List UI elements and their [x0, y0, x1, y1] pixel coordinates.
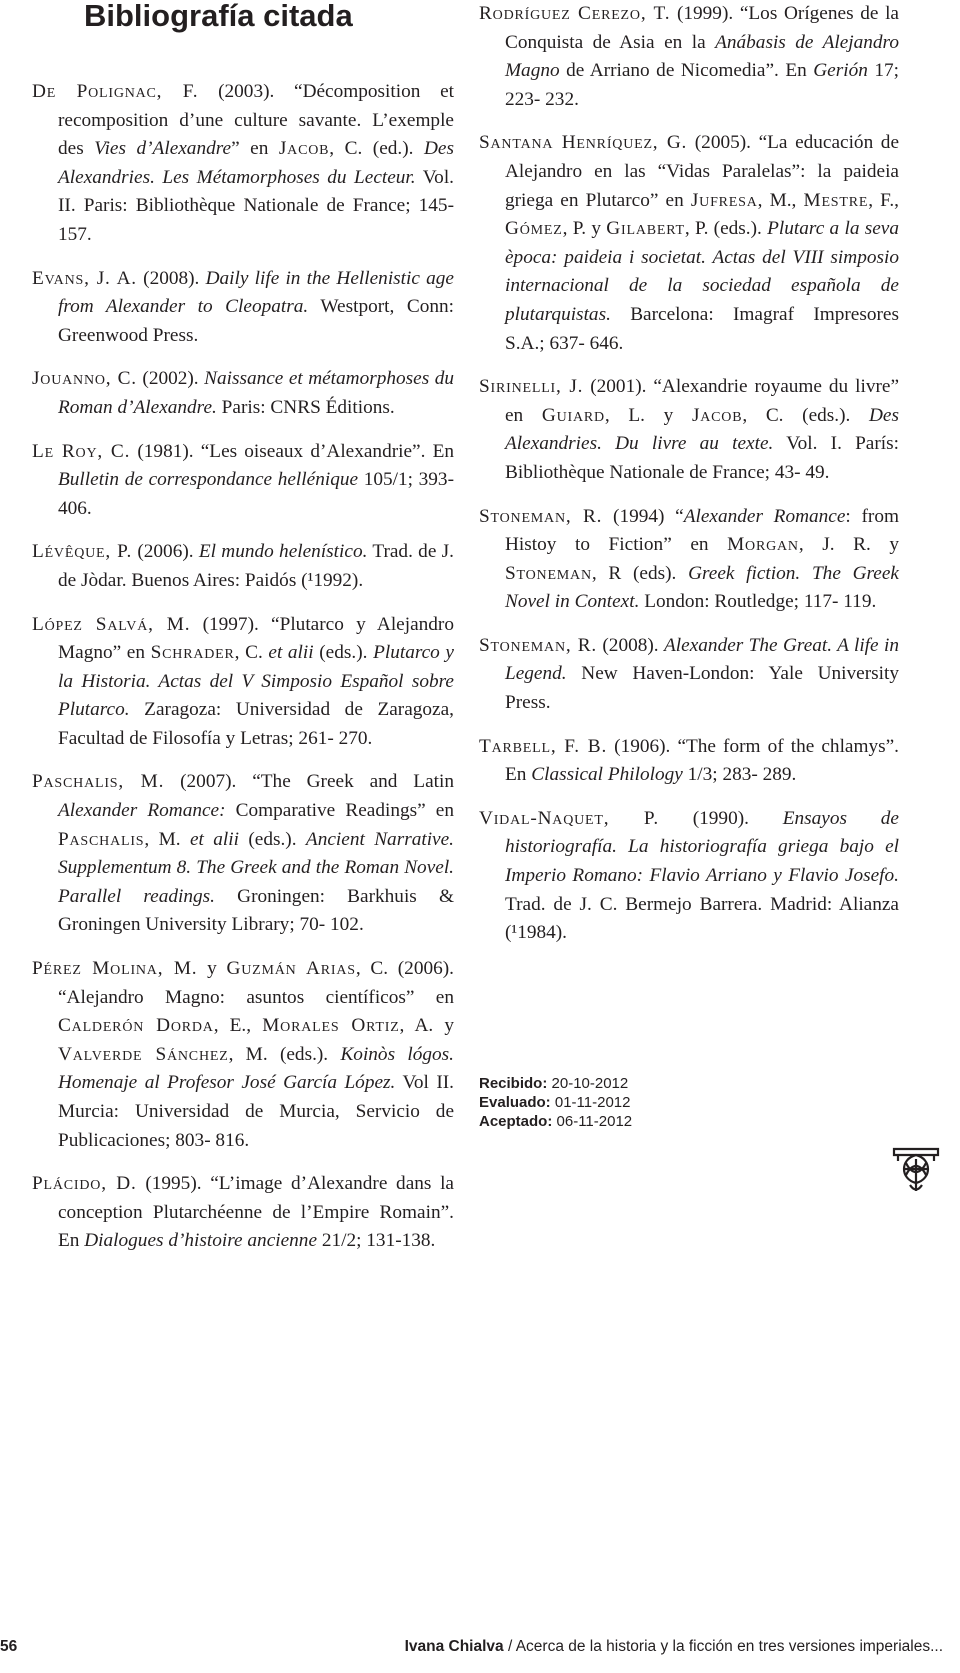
- bibliography-entry: [479, 129, 899, 358]
- entry-text: Vol. II. Paris: Bibliothèque Nationale de France; 145- 157.: [58, 166, 455, 245]
- entry-author: López Salvá, M.: [32, 613, 191, 635]
- entry-text: (2002).: [136, 368, 205, 390]
- entry-author: Tarbell, F. B.: [479, 735, 608, 757]
- entry-author-ref: Valverde Sánchez: [58, 1043, 229, 1065]
- entry-text: , E.,: [213, 1015, 263, 1037]
- running-header: [405, 1638, 943, 1656]
- entry-author-ref: Paschalis: [58, 828, 145, 850]
- bibliography-left-column: [32, 78, 454, 1271]
- section-title: Bibliografía citada: [84, 0, 353, 33]
- entry-italic-text: Alexander Romance:: [58, 800, 226, 822]
- entry-text: , C. (eds.).: [742, 404, 869, 426]
- entry-text: Barcelona: Imagraf Impresores S.A.; 637- 646.: [505, 303, 899, 354]
- entry-text: : from Histoy to Fiction” en: [505, 505, 899, 556]
- entry-author: Rodríguez Cerezo, T.: [479, 3, 671, 24]
- received-label: Recibido:: [479, 1075, 548, 1092]
- entry-text: (2001). “Alexandrie royaume du livre” en: [505, 376, 899, 426]
- entry-italic-text: Anábasis de Alejandro Magno: [505, 31, 899, 82]
- entry-author-ref: Guiard: [541, 404, 605, 426]
- accepted-label: Aceptado:: [479, 1113, 553, 1130]
- entry-author: Lévêque, P.: [32, 541, 133, 563]
- entry-text: ” en: [231, 138, 279, 160]
- entry-text: 105/1; 393-406.: [58, 469, 454, 519]
- evaluated-date: 01-11-2012: [550, 1094, 631, 1111]
- entry-author-ref: Jufresa: [690, 189, 758, 211]
- entry-text: , A. y: [399, 1015, 454, 1037]
- entry-text: (eds.).: [238, 828, 306, 850]
- entry-text: 1/3; 283- 289.: [682, 764, 797, 786]
- entry-author: Plácido, D.: [32, 1173, 137, 1195]
- entry-text: , C. (2006). “Alejandro Magno: asuntos científicos” en: [58, 958, 454, 1008]
- entry-text: Zaragoza: Universidad de Zaragoza, Facultad de Filosofía y Letras; 261- 270.: [58, 699, 454, 749]
- bibliography-right-column: [479, 0, 899, 963]
- evaluated-line: [479, 1093, 632, 1112]
- entry-text: (1990).: [658, 807, 783, 829]
- entry-text: (1981). “Les oiseaux d’Alexandrie”. En: [130, 440, 454, 462]
- entry-italic-text: Naissance et métamorphoses du Roman d’Alexandre.: [58, 368, 454, 418]
- entry-author: Pérez Molina, M.: [32, 958, 198, 980]
- entry-author-ref: Jacob: [278, 138, 330, 160]
- entry-author: Paschalis, M.: [32, 771, 165, 793]
- entry-text: (2007). “The Greek and Latin: [164, 771, 455, 793]
- entry-author: Jouanno, C.: [32, 368, 137, 390]
- received-date: 20-10-2012: [547, 1075, 629, 1092]
- entry-author: Sirinelli, J.: [479, 376, 584, 398]
- entry-italic-text: Classical Philology: [531, 764, 683, 786]
- bibliography-entry: [32, 611, 454, 754]
- bibliography-entry: [32, 365, 454, 422]
- entry-text: , M.: [144, 828, 190, 850]
- entry-text: (2005). “La educación de Alejandro en las “Vidas Paralelas”: la paideia griega en Plutarco” en: [505, 132, 900, 211]
- bibliography-entry: [32, 768, 454, 940]
- bibliography-entry: [479, 733, 899, 790]
- entry-italic-text: Vies d’Alexandre: [94, 138, 232, 160]
- entry-italic-text: Alexander Romance: [683, 505, 846, 527]
- entry-author-ref: Stoneman: [505, 562, 592, 584]
- entry-text: Vol II. Murcia: Universidad de Murcia, Servicio de Publicaciones; 803- 816.: [58, 1072, 455, 1151]
- entry-italic-text: Ancient Narrative. Supplementum 8. The Greek and the Roman Novel. Parallel readings.: [58, 828, 454, 907]
- entry-text: (2006).: [132, 541, 199, 563]
- entry-author: Santana Henríquez, G.: [479, 132, 688, 154]
- entry-italic-text: Plutarco y la Historia. Actas del V Simposio Español sobre Plutarco.: [58, 642, 454, 721]
- entry-text: , M.,: [757, 189, 804, 211]
- entry-text: 17; 223- 232.: [505, 60, 899, 110]
- entry-author-ref: Schrader: [150, 642, 235, 664]
- bibliography-entry: [479, 0, 899, 114]
- received-line: [479, 1074, 632, 1093]
- entry-author: Vidal-Naquet, P.: [479, 807, 659, 829]
- entry-italic-text: Des Alexandries. Du livre au texte.: [505, 404, 899, 455]
- entry-text: Groningen: Barkhuis & Groningen University Library; 70- 102.: [58, 885, 454, 936]
- entry-italic-text: Gerión: [813, 60, 868, 82]
- entry-italic-text: Daily life in the Hellenistic age from Alexander to Cleopatra.: [58, 267, 454, 318]
- entry-italic-text: El mundo helenístico.: [198, 541, 368, 563]
- entry-text: New Haven-London: Yale University Press.: [505, 663, 899, 714]
- bibliography-entry: [32, 78, 454, 250]
- entry-text: , P. y: [562, 218, 607, 240]
- accepted-line: [479, 1112, 632, 1131]
- entry-author-ref: Morales Ortiz: [262, 1015, 400, 1037]
- celtic-knot-ornament-icon: [890, 1145, 942, 1197]
- entry-italic-text: Greek fiction. The Greek Novel in Context.: [505, 562, 899, 613]
- entry-text: Trad. de J. de Jòdar. Buenos Aires: Paidós (¹1992).: [58, 541, 454, 591]
- entry-text: (1906). “The form of the chlamys”. En: [505, 735, 900, 786]
- entry-author: De Polignac, F.: [32, 81, 199, 102]
- entry-text: , C.: [234, 642, 269, 664]
- entry-author-ref: Morgan: [727, 534, 799, 556]
- entry-text: (2008).: [596, 634, 665, 656]
- entry-italic-text: Ensayos de historiografía. La historiografía griega bajo el Imperio Romano: Flavio Arriano y Flavio Josefo.: [505, 807, 899, 887]
- entry-text: , J. R. y: [798, 534, 899, 556]
- entry-text: (1995). “L’image d’Alexandre dans la conception Plutarchéenne de l’Empire Romain”. En: [58, 1173, 454, 1252]
- running-title: / Acerca de la historia y la ficción en tres versiones imperiales...: [503, 1638, 943, 1655]
- entry-text: Paris: CNRS Éditions.: [216, 396, 395, 418]
- entry-author: Stoneman, R.: [479, 505, 603, 527]
- bibliography-entry: [479, 503, 899, 617]
- entry-text: , F.,: [868, 189, 899, 211]
- entry-text: (1999). “Los Orígenes de la Conquista de Asia en la: [505, 3, 899, 53]
- entry-author-ref: Guzmán Arias: [226, 958, 356, 980]
- page-footer: [0, 1632, 960, 1662]
- entry-author-ref: Mestre: [803, 189, 869, 211]
- entry-italic-text: et alii: [268, 642, 314, 664]
- entry-text: , M. (eds.).: [228, 1043, 341, 1065]
- entry-italic-text: Dialogues d’histoire ancienne: [84, 1230, 318, 1252]
- entry-text: (2008).: [136, 267, 206, 289]
- entry-author: Evans, J. A.: [32, 267, 137, 289]
- accepted-date: 06-11-2012: [552, 1113, 633, 1130]
- entry-text: 21/2; 131-138.: [317, 1230, 436, 1252]
- entry-text: Comparative Readings” en: [225, 800, 454, 822]
- page-number: 56: [0, 1638, 18, 1655]
- running-author: Ivana Chialva: [404, 1638, 504, 1655]
- entry-text: y: [197, 958, 227, 980]
- entry-text: (2003). “Décomposition et recomposition d’une culture savante. L’exemple des: [58, 81, 454, 160]
- entry-text: Trad. de J. C. Bermejo Barrera. Madrid: Alianza (¹1984).: [505, 893, 899, 944]
- bibliography-entry: [479, 373, 899, 487]
- entry-text: (eds.).: [313, 642, 374, 664]
- entry-author-ref: Gómez: [505, 218, 563, 240]
- entry-italic-text: Bulletin de correspondance hellénique: [58, 469, 359, 491]
- bibliography-entry: [32, 438, 454, 524]
- entry-text: Westport, Conn: Greenwood Press.: [58, 296, 454, 346]
- entry-italic-text: Alexander The Great. A life in Legend.: [505, 634, 900, 685]
- entry-italic-text: Koinòs lógos. Homenaje al Profesor José García López.: [58, 1043, 454, 1094]
- entry-italic-text: Des Alexandries. Les Métamorphoses du Lecteur.: [58, 138, 454, 188]
- entry-text: , R (eds).: [591, 562, 689, 584]
- evaluated-label: Evaluado:: [479, 1094, 551, 1111]
- bibliography-entry: [479, 632, 899, 718]
- entry-author-ref: Gilabert: [606, 218, 685, 240]
- bibliography-entry: [479, 805, 899, 948]
- entry-author-ref: Jacob: [691, 404, 743, 426]
- entry-text: de Arriano de Nicomedia”. En: [559, 60, 814, 82]
- entry-text: London: Routledge; 117- 119.: [639, 591, 877, 613]
- entry-text: (1994) “: [602, 505, 684, 527]
- entry-author: Le Roy, C.: [32, 440, 131, 462]
- entry-text: (1997). “Plutarco y Alejandro Magno” en: [58, 613, 454, 664]
- entry-text: , C. (ed.).: [329, 138, 424, 160]
- article-dates: [479, 1074, 632, 1131]
- entry-italic-text: et alii: [189, 828, 239, 850]
- entry-text: , L. y: [604, 404, 692, 426]
- bibliography-entry: [32, 538, 454, 595]
- bibliography-entry: [32, 265, 454, 351]
- entry-italic-text: Plutarc a la seva època: paideia i societat. Actas del VIII simposio internacional de la sociedad española de plutarquistas.: [505, 218, 899, 325]
- bibliography-entry: [32, 955, 454, 1155]
- entry-text: , P. (eds.).: [684, 218, 768, 240]
- entry-author-ref: Calderón Dorda: [58, 1015, 214, 1037]
- entry-author: Stoneman, R.: [479, 634, 597, 656]
- entry-text: Vol. I. París: Bibliothèque Nationale de France; 43- 49.: [505, 433, 899, 483]
- bibliography-entry: [32, 1170, 454, 1256]
